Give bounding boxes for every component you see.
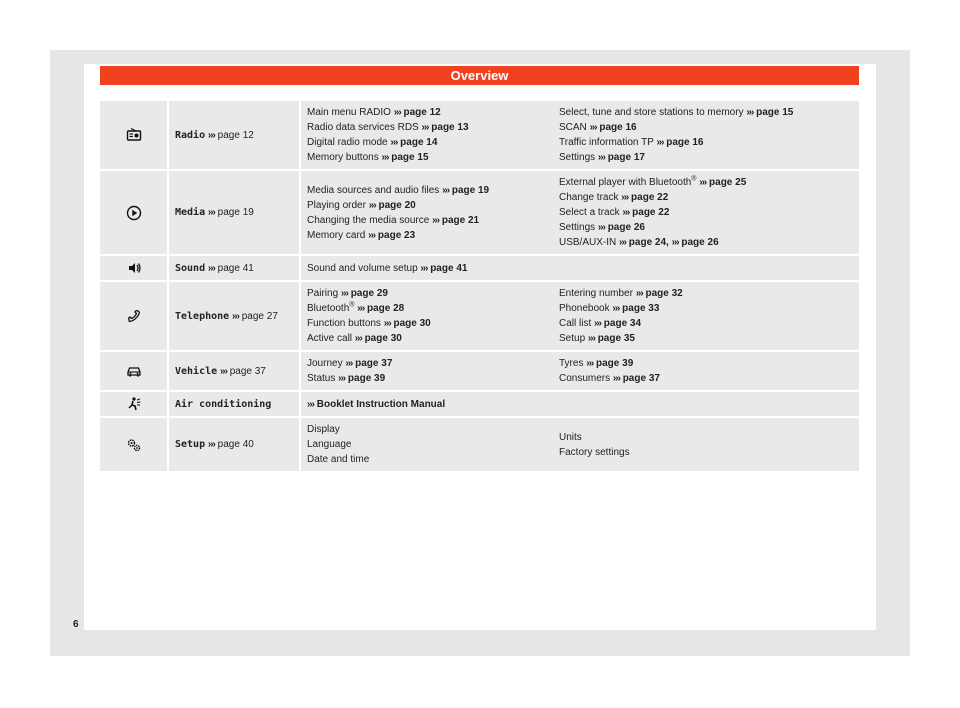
arrow-icon: ›››	[432, 214, 440, 226]
reference-text: Select a track	[559, 207, 620, 218]
arrow-icon: ›››	[231, 310, 239, 322]
reference-text: Units	[559, 431, 582, 443]
table-row	[100, 352, 859, 390]
reference-column-1	[299, 256, 553, 280]
page-reference-link[interactable]: page 12	[403, 107, 441, 118]
reference-column-1	[299, 418, 553, 471]
menu-name-cell	[167, 256, 299, 280]
table-row	[100, 392, 859, 416]
reference-line	[559, 371, 853, 386]
arrow-icon: ›››	[393, 107, 401, 118]
page-reference-link[interactable]: page 33	[622, 303, 660, 314]
page-reference-link[interactable]: page 30	[393, 318, 431, 329]
reference-text: Memory card	[307, 229, 366, 241]
arrow-icon: ›››	[622, 207, 630, 218]
arrow-icon: ›››	[635, 288, 643, 299]
reference-line	[307, 183, 547, 198]
page-reference-link[interactable]: page 19	[217, 207, 254, 218]
reference-column-2	[553, 392, 859, 416]
menu-name: Air conditioning	[175, 398, 272, 410]
reference-line	[307, 452, 547, 467]
reference-text: Main menu RADIO	[307, 107, 391, 118]
page-reference-link[interactable]: page 26	[681, 237, 719, 248]
reference-column-2	[553, 418, 859, 471]
reference-text: Media sources and audio files	[307, 184, 440, 196]
reference-text: Settings	[559, 152, 596, 163]
reference-text: Digital radio mode	[307, 137, 388, 148]
table-row	[100, 101, 859, 169]
reference-text: Display	[307, 424, 340, 435]
page-reference-link[interactable]: page 14	[400, 137, 438, 148]
reference-text: External player with Bluetooth	[559, 177, 692, 188]
reference-text: Bluetooth	[307, 303, 350, 314]
reference-line	[307, 422, 547, 437]
menu-name-cell	[167, 418, 299, 471]
reference-text: USB/AUX-IN	[559, 237, 617, 248]
reference-column-2	[553, 256, 859, 280]
reference-text: Factory settings	[559, 446, 630, 458]
page-reference-link[interactable]: page 27	[241, 310, 278, 322]
reference-text: Active call	[307, 333, 353, 344]
page-reference-link[interactable]: page 39	[347, 373, 386, 384]
arrow-icon: ›››	[421, 122, 429, 133]
vehicle-icon	[100, 352, 167, 390]
page-reference-link[interactable]: page 39	[596, 358, 634, 369]
reference-line	[307, 356, 547, 371]
reference-line	[559, 331, 853, 346]
page-reference-link[interactable]: page 40	[217, 439, 254, 450]
page-reference-link[interactable]: page 30	[364, 333, 402, 344]
page-reference-link[interactable]: page 15	[756, 107, 794, 118]
menu-name: Setup	[175, 439, 206, 450]
reference-text: Changing the media source	[307, 214, 430, 226]
reference-line	[559, 430, 853, 445]
reference-line	[307, 437, 547, 452]
arrow-icon: ›››	[597, 222, 605, 233]
page-reference-link[interactable]: page 37	[622, 373, 660, 384]
reference-column-2	[553, 171, 859, 254]
reference-line	[307, 228, 547, 243]
reference-column-1	[299, 282, 553, 350]
reference-line	[307, 198, 547, 213]
reference-text: Call list	[559, 318, 592, 329]
arrow-icon: ›››	[383, 318, 391, 329]
reference-line	[559, 135, 853, 150]
arrow-icon: ›››	[699, 177, 707, 188]
reference-text: Settings	[559, 222, 596, 233]
reference-line	[559, 286, 853, 301]
reference-text: Entering number	[559, 288, 633, 299]
reference-text: Traffic information TP	[559, 137, 654, 148]
page-reference-link[interactable]: page 16	[599, 122, 637, 133]
reference-line	[559, 220, 853, 235]
reference-text: Pairing	[307, 288, 339, 299]
reference-line	[559, 105, 853, 120]
reference-line	[307, 105, 547, 120]
arrow-icon: ›››	[597, 152, 605, 163]
arrow-icon: ›››	[340, 288, 348, 299]
page-reference-link[interactable]: page 35	[597, 333, 635, 344]
page-reference-link[interactable]: page 41	[430, 262, 468, 274]
reference-text: Language	[307, 439, 352, 450]
reference-text: Journey	[307, 358, 343, 369]
reference-line	[307, 261, 547, 276]
arrow-icon: ›››	[307, 398, 314, 410]
reference-text: SCAN	[559, 122, 587, 133]
reference-text: Memory buttons	[307, 152, 379, 163]
menu-name-cell	[167, 392, 299, 416]
reference-line	[307, 316, 547, 331]
page-reference-link[interactable]: page 22	[632, 207, 670, 218]
reference-line	[307, 301, 547, 316]
overview-table	[100, 99, 859, 473]
reference-text: Consumers	[559, 373, 611, 384]
arrow-icon: ›››	[619, 237, 627, 248]
arrow-icon: ›››	[219, 365, 227, 377]
reference-text: Playing order	[307, 199, 366, 211]
registered-mark: ®	[349, 301, 355, 309]
arrow-icon: ›››	[381, 152, 389, 163]
table-row	[100, 282, 859, 350]
arrow-icon: ›››	[594, 318, 602, 329]
page-reference-link[interactable]: page 41	[217, 262, 254, 274]
page-reference-link[interactable]: page 17	[607, 152, 645, 163]
menu-name-cell	[167, 101, 299, 169]
telephone-icon	[100, 282, 167, 350]
reference-text: Phonebook	[559, 303, 610, 314]
arrow-icon: ›››	[345, 358, 353, 369]
play-icon	[100, 171, 167, 254]
page-reference-link[interactable]: page 34	[603, 318, 642, 329]
page-reference-link[interactable]: page 32	[645, 288, 683, 299]
page-reference-link[interactable]: page 23	[377, 229, 416, 241]
reference-column-1	[299, 101, 553, 169]
page-number: 6	[73, 619, 79, 630]
page-reference-link[interactable]: page 37	[355, 358, 393, 369]
reference-text: Radio data services RDS	[307, 122, 419, 133]
reference-line	[307, 331, 547, 346]
reference-text: Sound and volume setup	[307, 262, 418, 274]
reference-column-2	[553, 101, 859, 169]
reference-line	[307, 150, 547, 165]
reference-text: Date and time	[307, 454, 370, 465]
page-reference-link[interactable]: page 26	[607, 222, 645, 233]
menu-name: Sound	[175, 262, 206, 274]
reference-text: Setup	[559, 333, 586, 344]
arrow-icon: ›››	[338, 373, 346, 384]
arrow-icon: ›››	[612, 303, 620, 314]
page-reference-link[interactable]: page 20	[378, 199, 416, 211]
reference-column-2	[553, 282, 859, 350]
arrow-icon: ›››	[354, 333, 362, 344]
arrow-icon: ›››	[390, 137, 398, 148]
menu-name: Vehicle	[175, 365, 218, 377]
arrow-icon: ›››	[207, 129, 215, 141]
reference-text: Function buttons	[307, 318, 381, 329]
table-row	[100, 171, 859, 254]
air-conditioning-icon	[100, 392, 167, 416]
reference-column-1	[299, 392, 553, 416]
arrow-icon: ›››	[586, 358, 594, 369]
arrow-icon: ›››	[587, 333, 595, 344]
arrow-icon: ›››	[207, 439, 215, 450]
reference-line	[559, 356, 853, 371]
page-reference-link[interactable]: page 12	[217, 129, 254, 141]
menu-name-cell	[167, 171, 299, 254]
reference-line	[559, 316, 853, 331]
menu-name: Media	[175, 207, 206, 218]
page-reference-link[interactable]: page 21	[441, 214, 480, 226]
page-title: Overview	[100, 66, 859, 85]
arrow-icon: ›››	[420, 262, 428, 274]
arrow-icon: ›››	[207, 262, 215, 274]
sound-icon	[100, 256, 167, 280]
reference-column-1	[299, 352, 553, 390]
menu-name: Radio	[175, 129, 206, 141]
reference-line	[559, 445, 853, 460]
reference-line	[559, 235, 853, 250]
menu-name: Telephone	[175, 310, 230, 322]
arrow-icon: ›››	[656, 137, 664, 148]
arrow-icon: ›››	[442, 184, 450, 196]
arrow-icon: ›››	[746, 107, 754, 118]
arrow-icon: ›››	[612, 373, 620, 384]
reference-line	[559, 150, 853, 165]
menu-name-cell	[167, 352, 299, 390]
reference-text: Select, tune and store stations to memory	[559, 107, 744, 118]
registered-mark: ®	[691, 175, 697, 183]
page-reference-link[interactable]: Booklet Instruction Manual	[316, 398, 446, 410]
reference-text: Change track	[559, 192, 619, 203]
reference-text: Tyres	[559, 358, 584, 369]
reference-line	[307, 397, 547, 412]
setup-gears-icon	[100, 418, 167, 471]
page-reference-link[interactable]: page 16	[666, 137, 704, 148]
reference-line	[559, 190, 853, 205]
reference-column-1	[299, 171, 553, 254]
reference-line	[559, 175, 853, 190]
arrow-icon: ›››	[368, 199, 376, 211]
table-row	[100, 256, 859, 280]
page-reference-link[interactable]: page 29	[350, 288, 388, 299]
reference-line	[307, 371, 547, 386]
menu-name-cell	[167, 282, 299, 350]
page-reference-link[interactable]: page 13	[431, 122, 469, 133]
arrow-icon: ›››	[621, 192, 629, 203]
reference-line	[559, 205, 853, 220]
arrow-icon: ›››	[207, 207, 215, 218]
page-reference-link[interactable]: page 24,	[628, 237, 669, 248]
reference-text: Status	[307, 373, 336, 384]
arrow-icon: ›››	[368, 229, 376, 241]
page-reference-link[interactable]: page 37	[229, 365, 266, 377]
arrow-icon: ›››	[357, 303, 365, 314]
page-reference-link[interactable]: page 22	[631, 192, 669, 203]
reference-line	[307, 135, 547, 150]
arrow-icon: ›››	[589, 122, 597, 133]
table-row	[100, 418, 859, 471]
reference-column-2	[553, 352, 859, 390]
reference-line	[307, 213, 547, 228]
page-reference-link[interactable]: page 15	[391, 152, 429, 163]
reference-line	[559, 120, 853, 135]
reference-line	[559, 301, 853, 316]
page-reference-link[interactable]: page 28	[367, 303, 405, 314]
page-reference-link[interactable]: page 19	[451, 184, 490, 196]
reference-line	[307, 120, 547, 135]
radio-icon	[100, 101, 167, 169]
reference-line	[307, 286, 547, 301]
page-reference-link[interactable]: page 25	[709, 177, 747, 188]
arrow-icon: ›››	[671, 237, 679, 248]
